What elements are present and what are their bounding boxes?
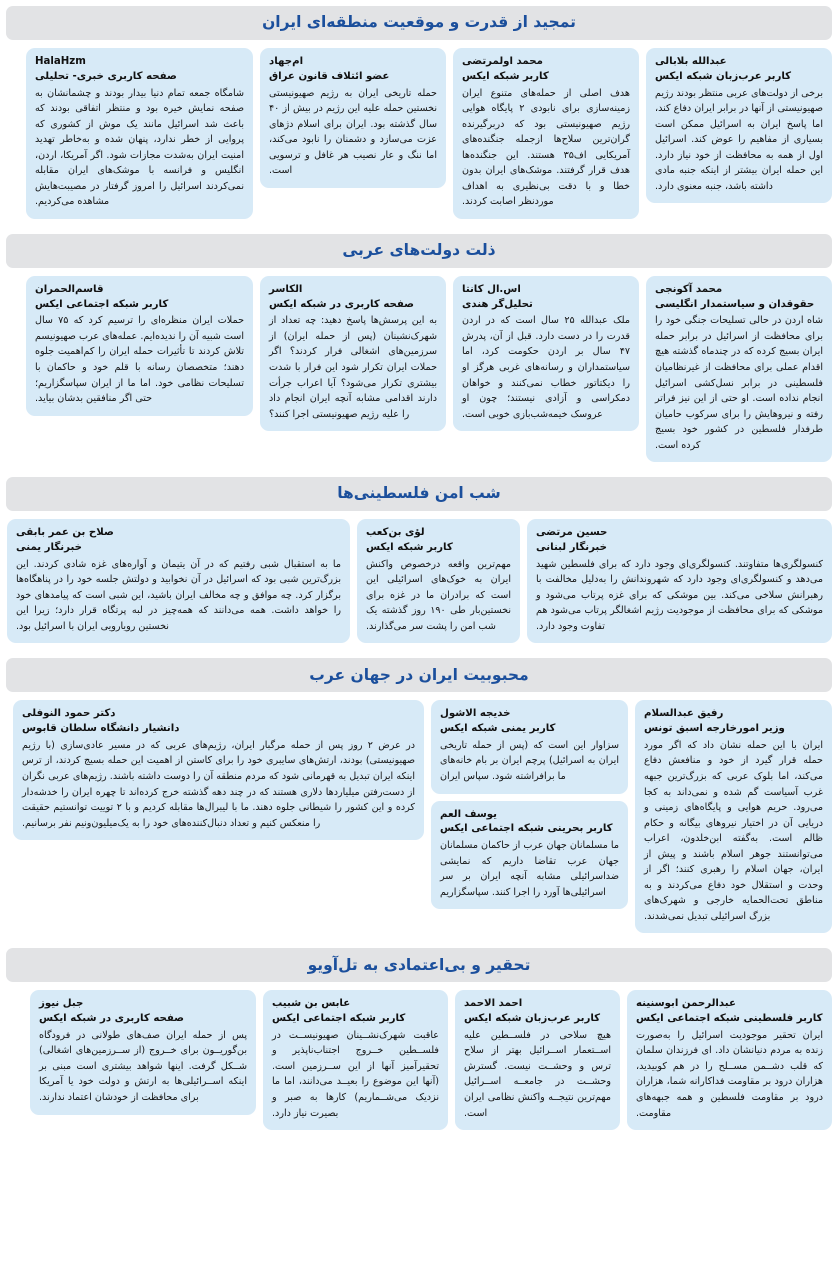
card-body-text: حملات ایران منظره‌ای را ترسیم کرد که ۷۵ سال است شبیه آن را ندیده‌ایم. عمله‌های عرب صهیونیسم تلاش کردند تا تأثیرات حمله ایران را کم‌اهمیت جلوه دهند؛ متخصصان رسانه با قلم خود و حاکمان با تسلیحات نظامی خود. اما ما از ایران سپاسگزاریم؛ حتی اگر منافقین بدشان بیاید. [35,315,244,405]
card[interactable] [26,276,253,416]
card-body-text: در عرض ۲ روز پس از حمله مرگبار ایران، رژیم‌های عربی که در مسیر عادی‌سازی (با رژیم صهیونیستی) بودند، ارتش‌های سایبری خود را برای کاستن از اهمیت این حمله بسیج کردند، از ترس اینکه ایران تبدیل به قهرمانی شود که مردم منطقه آن را دوست داشته باشند. رژیم‌های عربی نگران از دست‌رفتن میلیاردها دلاری هستند که در چند دهه گذشته خرج کرده‌اند تا چهره ایران را خدشه‌دار کرده و این کشور را شیطانی جلوه دهند. ما با لیبرال‌ها مقابله کردیم و با ۲ توییت توانستیم حقیقت را منعکس کنیم و تعداد دنبال‌کننده‌های خود را به یک‌میلیون‌ونیم نفر برسانیم. [22,739,416,829]
card[interactable] [453,276,639,431]
card-author-role: دانشیار دانشگاه سلطان قابوس [22,723,180,735]
section-5 [0,948,838,1139]
card-body-text: ما به استقبال شبی رفتیم که در آن یتیمان و آواره‌های غزه شادی کردند. این بزرگ‌ترین شبی بود که اسرائیل در آن نخوابید و دولتش جلسه خود را در پناهگاه‌ها برگزار کرد. چه موافق و چه مخالف ایران باشید، این شبی است که پیامدهای خود را خواهد داشت. همه می‌دانند که همه‌چیز در لبه پرتگاه قرار دارد؛ زیرا این نخستین رویارویی ایران با اسرائیل بود. [16,558,341,632]
card[interactable] [30,990,256,1114]
card-author-name: HalaHzm [35,56,86,67]
card-author-role: کاربر فلسطینی شبکه اجتماعی ایکس [636,1013,823,1025]
card-stack [431,700,628,909]
card-body-text: شاه اردن در حالی تسلیحات جنگی خود را برای محافظت از اسرائیل در برابر حمله ایران بسیج کرده که در چندماه گذشته هیچ اقدام عملی برای محافظت از غیرنظامیان فلسطینی در برابر نسل‌کشی اسرائیل انجام نداده است. او حتی از این نیز فراتر رفته و نیروهایش را برای سرکوب حامیان طرفدار فلسطین در کشور خود بسیج کرده است. [655,315,823,451]
section-5-title: تحقیر و بی‌اعتمادی به تل‌آویو [307,955,531,974]
card-author-role: خبرنگار یمنی [16,541,82,553]
section-2-banner [6,234,832,268]
card[interactable] [260,48,446,188]
card-body-text: شامگاه جمعه تمام دنیا بیدار بودند و چشمانشان به صفحه نمایش خیره بود و منتظر اتفاقی بودند که باعث شد اسرائیل مانند یک موش از کشوری که پروایی از خطر ندارد، پنهان شده و به‌خاطر تهدید امنیت ایران به‌شدت مجازات شود. اگر آمریکا، اردن، انگلیس و فرانسه با موشک‌های ایران مقابله نمی‌کردند اسرائیل را امروز گرفتار در مصیبت‌هایش مشاهده می‌کردیم. [35,87,244,208]
card[interactable] [635,700,832,933]
card-author-role: کاربر عرب‌زبان شبکه ایکس [655,70,792,82]
card[interactable] [260,276,446,431]
card-body-text: حمله تاریخی ایران به رژیم صهیونیستی نخستین حمله علیه این رژیم در بیش از ۴۰ سال گذشته بود. ایران برای اسلام دژهای عزت می‌سازد و دشمنان را نابود می‌کند، اما ننگ و عار نصیب هر غافل و ترسویی است. [269,87,437,177]
card-author-role: صفحه کاربری در شبکه ایکس [269,298,415,310]
section-5-banner [6,948,832,982]
card[interactable] [453,48,639,219]
card-author-role: صفحه کاربری خبری- تحلیلی [35,70,177,82]
card[interactable] [527,519,832,643]
card[interactable] [263,990,448,1130]
section-3-banner [6,477,832,511]
card-author-name: ام‌جهاد [269,56,304,67]
card-body-text: به این پرسش‌ها پاسخ دهید: چه تعداد از شهرک‌نشینان (پس از حمله ایران) از سرزمین‌های اشغالی فرار کردند؟ اگر حملات ایران تکرار شود این فرار با شدت بیشتری تکرار می‌شود؟ آیا اعراب جرأت دارند اقدامی مشابه آنچه ایران انجام داد را علیه رژیم صهیونیستی اجرا کنند؟ [269,315,437,420]
section-4-cards [0,700,838,942]
card[interactable] [627,990,832,1130]
section-1-banner [6,6,832,40]
card[interactable] [646,276,832,462]
card-author-role: کاربر بحرینی شبکه اجتماعی ایکس [440,823,613,835]
infographic-page [0,6,838,1139]
section-2 [0,234,838,471]
section-1 [0,6,838,228]
card-author-role: حقوقدان و سیاستمدار انگلیسی [655,298,815,310]
card-body-text: ایران با این حمله نشان داد که اگر مورد حمله قرار گیرد از خود و منافعش دفاع می‌کند، اما بلوک عربی که بزرگ‌ترین جبهه غرب آسیاست گم شده و نمی‌داند به کجا می‌رود. حریم هوایی و پایگاه‌های زمینی و دریایی آن در اختیار نیروهای بیگانه و حکام ظالم است. به‌گفته ابن‌خلدون، اعراب می‌توانستند جوهر اسلام باشند و پیش از ایران، جهان اسلام را رهبری کنند؛ اگر از وحدت و استقلال خود دفاع می‌کردند و به مناطق تحت‌الحمایه خارجی و شهرک‌های بزرگ اسرائیلی تبدیل نمی‌شدند. [644,739,823,922]
card-author-name: دکتر حمود النوفلی [22,708,116,720]
card-author-role: کاربر عرب‌زبان شبکه ایکس [464,1013,601,1025]
card-author-name: احمد الاحمد [464,998,523,1010]
card-author-name: اس.ال کانتا [462,283,521,295]
card[interactable] [431,801,628,910]
card-author-name: عبدالله بلابالی [655,56,727,67]
card-author-name: لؤی بن‌کعب [366,527,425,539]
section-3 [0,477,838,652]
card[interactable] [26,48,253,219]
card-body-text: سزاوار این است که (پس از حمله تاریخی ایران به اسرائیل) پرچم ایران بر بام خانه‌های ما برافراشته شود. سپاس ایران [440,739,619,782]
card-author-role: کاربر شبکه اجتماعی ایکس [272,1013,406,1025]
card-author-name: عابس بن شبیب [272,998,351,1010]
card-body-text: کنسولگری‌ها متفاوتند. کنسولگری‌ای وجود دارد که برای فلسطین شهید می‌دهد و کنسولگری‌ای وجود دارد که شهروندانش را به‌دلیل مخالفت با رهبرانش سلاخی می‌کند. بین موشکی که برای غزه پرتاب می‌شود و موشکی که برای محافظت از موجودیت رژیم اشغالگر پرتاب می‌شود هم تفاوت وجود دارد. [536,558,823,632]
card-author-role: کاربر شبکه ایکس [366,541,453,553]
section-4-banner [6,658,832,692]
section-1-title: تمجید از قدرت و موقعیت منطقه‌ای ایران [262,13,576,32]
section-5-cards [0,990,838,1139]
card[interactable] [431,700,628,793]
card[interactable] [455,990,620,1130]
card-author-name: محمد اولمرتضی [462,56,543,67]
section-4-title: محبوبیت ایران در جهان عرب [309,665,529,684]
section-2-title: ذلت دولت‌های عربی [342,241,496,260]
card-author-name: رفیق عبدالسلام [644,708,724,720]
card-author-name: قاسم‌الحمران [35,283,104,295]
card[interactable] [7,519,350,643]
card-author-name: یوسف العم [440,808,497,820]
card-body-text: هیچ سلاحی در فلســطین علیه اســتعمار اســرائیل بهتر از سلاح ترس و وحشــت نیست. گسترش وحشــت در جامعــه اســرائیل مهم‌ترین نتیجــه واکنش نظامی ایران است. [464,1029,611,1119]
section-4 [0,658,838,942]
section-2-cards [0,276,838,471]
card-body-text: ایران تحقیر موجودیت اسرائیل را به‌صورت زنده به مردم دنیانشان داد. ای فرزندان سلمان که قلب دشــمن مســلح را در هم کوبیدید، هزاران درود بر مقاومت فداکارانه شما، هزاران درود بر مقاومت فلسطین و همه جبهه‌های مقاومت. [636,1029,823,1119]
section-3-title: شب امن فلسطینی‌ها [337,484,501,503]
card-body-text: برخی از دولت‌های عربی منتظر بودند رژیم صهیونیستی از آنها در برابر ایران دفاع کند، اما پاسخ ایران به اسرائیل ممکن است بسیاری از مفاهیم را عوض کند. اسرائیل اول از همه به محافظت از خود نیاز دارد. این حمله ایران بیشتر از اینکه جنبه مادی داشته باشد، جنبه معنوی دارد. [655,87,823,192]
card-author-role: صفحه کاربری در شبکه ایکس [39,1013,185,1025]
card-author-role: کاربر یمنی شبکه ایکس [440,723,556,735]
card-author-role: وزیر امورخارجه اسبق تونس [644,723,785,735]
card[interactable] [646,48,832,203]
card-body-text: ما مسلمانان جهان عرب از حاکمان مسلمانان جهان عرب تقاضا داریم که نمایشی ضداسرائیلی مشابه آنچه ایران بر سر اسرائیلی‌ها آورد را اجرا کنند. سپاسگزاریم [440,840,619,898]
section-3-cards [0,519,838,652]
card-author-name: محمد آکونجی [655,283,723,295]
card-author-role: عضو ائتلاف قانون عراق [269,70,390,82]
card[interactable] [357,519,520,643]
card-body-text: پس از حمله ایران صف‌های طولانی در فرودگاه بن‌گوریــون برای خــروج (از ســرزمین‌های اشغالی) شــکل گرفت. اینها شواهد بیشتری است مبنی بر اینکه اســرائیلی‌ها به ارتش و دولت خود یا آمریکا برای محافظت از خودشان اعتماد ندارند. [39,1029,247,1103]
card[interactable] [13,700,424,840]
card-author-name: صلاح بن عمر بابقی [16,527,114,539]
card-author-name: الکاسر [269,283,303,295]
card-author-role: کاربر شبکه ایکس [462,70,549,82]
card-author-role: تحلیل‌گر هندی [462,298,533,310]
card-author-name: عبدالرحمن ابوسنینه [636,998,736,1010]
card-author-name: خدیجه الاشول [440,708,511,720]
section-1-cards [0,48,838,228]
card-body-text: عاقبت شهرک‌نشــینان صهیونیســت در فلســطین خــروج اجتناب‌ناپذیر و تحقیرآمیز آنها از این ســرزمین است. (آنها این موضوع را بعیــد می‌دانند، اما ما نزدیک می‌شــماریم) کارها به صبر و بصیرت نیاز دارد. [272,1029,439,1119]
card-author-role: خبرنگار لبنانی [536,541,607,553]
card-author-name: حسین مرتضی [536,527,608,539]
card-body-text: هدف اصلی از حمله‌های متنوع ایران زمینه‌سازی برای نابودی ۲ پایگاه هوایی رژیم صهیونیستی بود که دربرگیرنده گران‌ترین سلاح‌ها ازجمله جنگنده‌های آمریکایی اف۳۵ هستند. این جنگنده‌ها هدف قرار گرفتند. موشک‌های ایران بدون خطا و با دقت بی‌نظیری به اهداف موردنظر اصابت کردند. [462,87,630,208]
card-body-text: مهم‌ترین واقعه درخصوص واکنش ایران به خوک‌های اسرائیلی این است که برادران ما در غزه برای نخستین‌بار طی ۱۹۰ روز گذشته یک شب امن را پشت سر می‌گذارند. [366,558,511,632]
card-body-text: ملک عبدالله ۲۵ سال است که در اردن قدرت را در دست دارد. قبل از آن، پدرش ۴۷ سال بر اردن حکومت کرد، اما سیاستمداران و رسانه‌های غربی هرگز او را دیکتاتور خطاب نمی‌کنند و خواهان دمکراسی و آزادی نیستند؛ چون او عروسک خیمه‌شب‌بازی خوبی است. [462,315,630,420]
card-author-role: کاربر شبکه اجتماعی ایکس [35,298,169,310]
card-author-name: جبل نیوز [39,998,84,1010]
